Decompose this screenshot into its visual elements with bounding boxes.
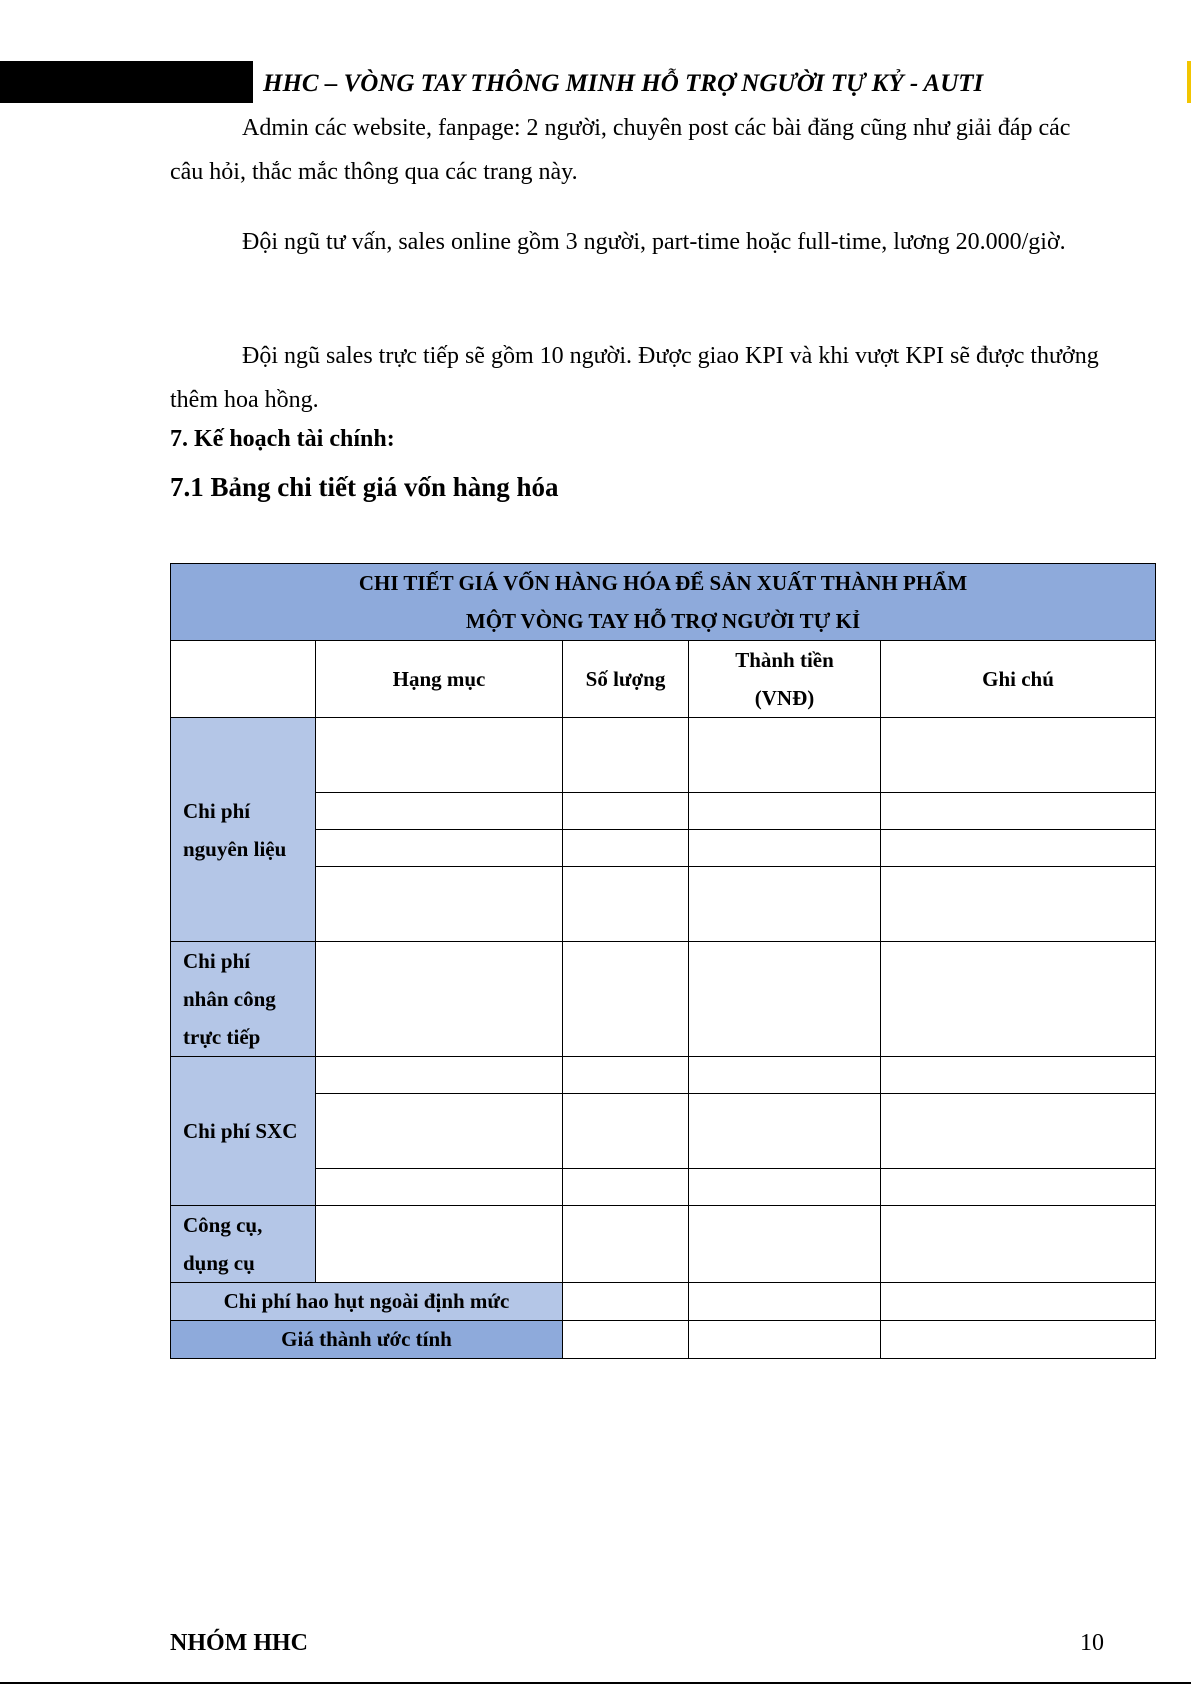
category-overhead: Chi phí SXC	[171, 1057, 316, 1206]
cell	[563, 793, 689, 830]
header-accent-bar	[1187, 61, 1191, 103]
footer-group: NHÓM HHC	[170, 1630, 308, 1656]
cell	[563, 1169, 689, 1206]
table-row	[171, 793, 1156, 830]
cell	[316, 793, 563, 830]
table-row	[171, 1206, 1156, 1283]
table-title-line2: MỘT VÒNG TAY HỖ TRỢ NGƯỜI TỰ KỈ	[465, 609, 861, 633]
cell	[881, 1206, 1156, 1283]
cell	[689, 1169, 881, 1206]
category-labor-line3: trực tiếp	[183, 1025, 261, 1049]
header-title: HHC – VÒNG TAY THÔNG MINH HỖ TRỢ NGƯỜI TỰ KỶ - AUTI	[263, 70, 984, 97]
cell	[881, 1094, 1156, 1169]
cell	[563, 830, 689, 867]
column-amount-line2: (VNĐ)	[754, 686, 815, 710]
cell	[689, 1206, 881, 1283]
table-row	[171, 942, 1156, 1057]
paragraph-admin-text: Admin các website, fanpage: 2 người, chuyên post các bài đăng cũng như giải đáp các câu hỏi, thắc mắc thông qua các trang này.	[170, 115, 1071, 185]
cell	[881, 830, 1156, 867]
cell	[563, 718, 689, 793]
cell	[689, 1321, 881, 1359]
cell	[881, 1057, 1156, 1094]
cell	[316, 1206, 563, 1283]
category-materials-line1: Chi phí	[183, 798, 251, 823]
table-header-row	[171, 641, 1156, 718]
total-label: Giá thành ước tính	[171, 1321, 563, 1359]
category-labor-line1: Chi phí	[183, 949, 251, 973]
cell	[316, 1169, 563, 1206]
cell	[689, 942, 881, 1057]
paragraph-admin	[170, 106, 1105, 194]
cell	[881, 793, 1156, 830]
total-row	[171, 1321, 1156, 1359]
cell	[689, 1094, 881, 1169]
footer-divider	[0, 1682, 1191, 1684]
paragraph-online-sales-text: Đội ngũ tư vấn, sales online gồm 3 người, part-time hoặc full-time, lương 20.000/giờ.	[242, 229, 1066, 255]
table-row	[171, 1094, 1156, 1169]
table-title	[171, 564, 1156, 641]
category-materials	[171, 718, 316, 942]
column-amount-line1: Thành tiền	[735, 648, 834, 672]
cell	[563, 1094, 689, 1169]
paragraph-direct-sales-text: Đội ngũ sales trực tiếp sẽ gồm 10 người. Được giao KPI và khi vượt KPI sẽ được thưởng thêm hoa hồng.	[170, 343, 1099, 413]
column-item: Hạng mục	[316, 641, 563, 718]
loss-row	[171, 1283, 1156, 1321]
category-materials-line2: nguyên liệu	[183, 836, 287, 861]
category-tools	[171, 1206, 316, 1283]
category-tools-line1: Công cụ,	[183, 1213, 263, 1237]
category-labor-line2: nhân công	[183, 987, 276, 1011]
cell	[689, 793, 881, 830]
cell	[563, 1283, 689, 1321]
cost-table	[170, 563, 1156, 1359]
column-note: Ghi chú	[881, 641, 1156, 718]
cell	[563, 942, 689, 1057]
header-empty-cell	[171, 641, 316, 718]
table-row	[171, 718, 1156, 793]
table-row	[171, 1169, 1156, 1206]
cell	[881, 867, 1156, 942]
paragraph-online-sales	[170, 220, 1105, 264]
table-title-row	[171, 564, 1156, 641]
subsection-heading: 7.1 Bảng chi tiết giá vốn hàng hóa	[170, 472, 559, 502]
cell	[563, 1321, 689, 1359]
cell	[689, 1283, 881, 1321]
cell	[563, 1206, 689, 1283]
page-number: 10	[1080, 1630, 1104, 1656]
cell	[689, 867, 881, 942]
cell	[316, 1094, 563, 1169]
table-row	[171, 1057, 1156, 1094]
cell	[881, 1283, 1156, 1321]
cell	[316, 942, 563, 1057]
cell	[881, 942, 1156, 1057]
category-tools-line2: dụng cụ	[183, 1251, 255, 1275]
loss-label: Chi phí hao hụt ngoài định mức	[171, 1283, 563, 1321]
cell	[881, 1169, 1156, 1206]
cell	[689, 718, 881, 793]
table-row	[171, 867, 1156, 942]
table-row	[171, 830, 1156, 867]
cell	[316, 830, 563, 867]
column-amount	[689, 641, 881, 718]
cell	[316, 867, 563, 942]
category-labor	[171, 942, 316, 1057]
section-heading: 7. Kế hoạch tài chính:	[170, 426, 395, 452]
column-quantity: Số lượng	[563, 641, 689, 718]
cell	[316, 718, 563, 793]
cell	[689, 830, 881, 867]
cell	[563, 1057, 689, 1094]
cell	[563, 867, 689, 942]
header-black-bar	[0, 61, 253, 103]
cell	[316, 1057, 563, 1094]
cell	[689, 1057, 881, 1094]
table-title-line1: CHI TIẾT GIÁ VỐN HÀNG HÓA ĐỂ SẢN XUẤT THÀNH PHẨM	[358, 571, 968, 595]
paragraph-direct-sales	[170, 334, 1105, 422]
cell	[881, 1321, 1156, 1359]
cell	[881, 718, 1156, 793]
